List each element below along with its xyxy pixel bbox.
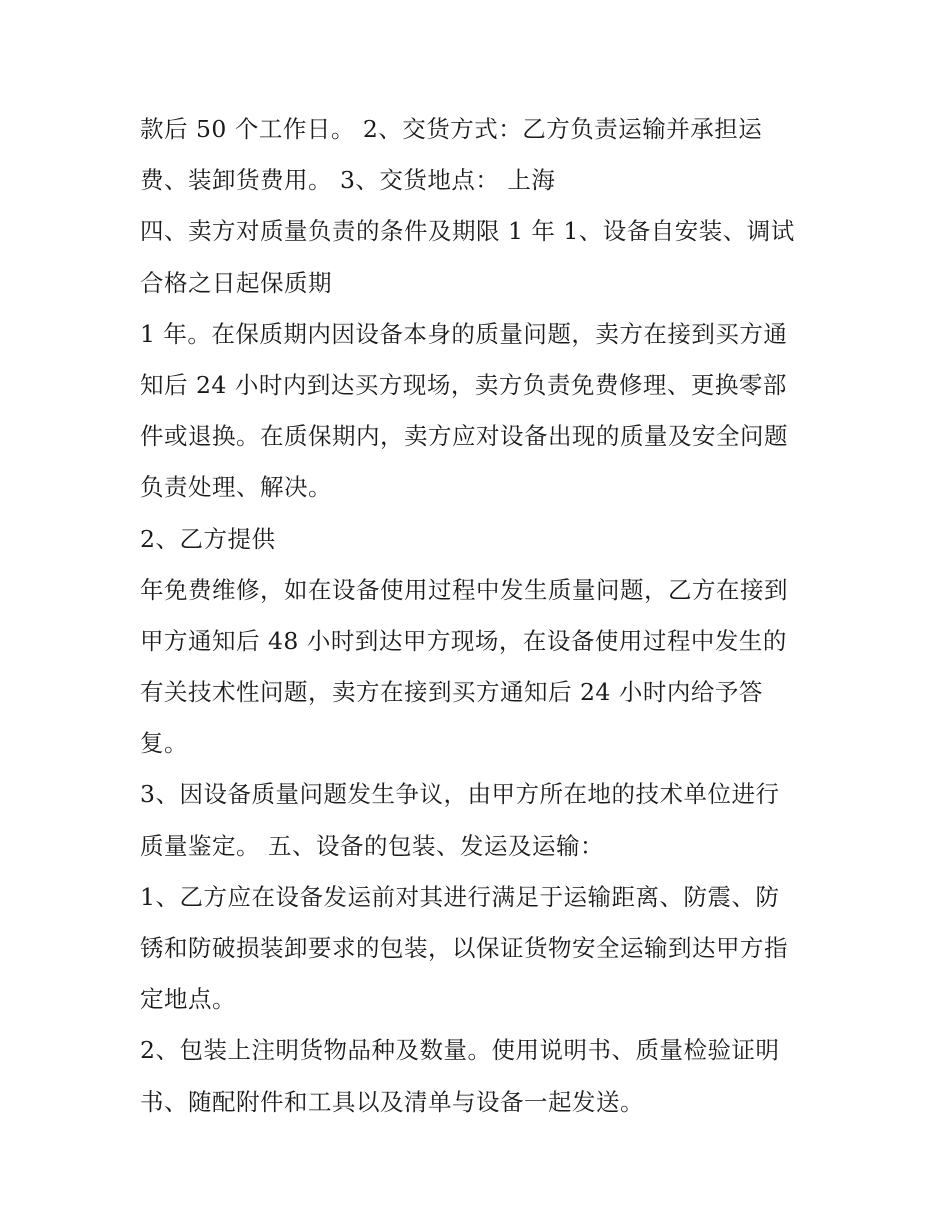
text-line: 锈和防破损装卸要求的包装，以保证货物安全运输到达甲方指 [140,934,788,962]
text-line: 知后 24 小时内到达买方现场，卖方负责免费修理、更换零部 [140,370,787,399]
text-line: 合格之日起保质期 [140,268,332,297]
text-line: 1、乙方应在设备发运前对其进行满足于运输距离、防震、防 [140,882,780,911]
text-line: 2、包装上注明货物品种及数量。使用说明书、质量检验证明 [140,1036,780,1065]
text-line: 3、因设备质量问题发生争议，由甲方所在地的技术单位进行 [140,780,780,809]
text-line: 负责处理、解决。 [140,473,332,502]
text-line: 质量鉴定。 五、设备的包装、发运及运输： [140,831,604,860]
contract-text [140,104,840,1128]
text-line: 有关技术性问题，卖方在接到买方通知后 24 小时内给予答 [140,678,763,707]
text-line: 费、装卸货费用。 3、交货地点： 上海 [140,166,556,195]
text-line: 书、随配附件和工具以及清单与设备一起发送。 [140,1087,644,1116]
text-line: 2、乙方提供 [140,524,276,553]
text-line: 年免费维修，如在设备使用过程中发生质量问题，乙方在接到 [140,575,788,604]
text-line: 复。 [140,729,188,758]
text-line: 甲方通知后 48 小时到达甲方现场，在设备使用过程中发生的 [140,626,787,655]
text-line: 件或退换。在质保期内，卖方应对设备出现的质量及安全问题 [140,422,788,451]
text-line: 定地点。 [140,985,236,1014]
text-line: 款后 50 个工作日。 2、交货方式：乙方负责运输并承担运 [140,115,763,143]
text-line: 四、卖方对质量负责的条件及期限 1 年 1、设备自安装、调试 [140,217,795,246]
text-line: 1 年。在保质期内因设备本身的质量问题，卖方在接到买方通 [140,319,788,348]
